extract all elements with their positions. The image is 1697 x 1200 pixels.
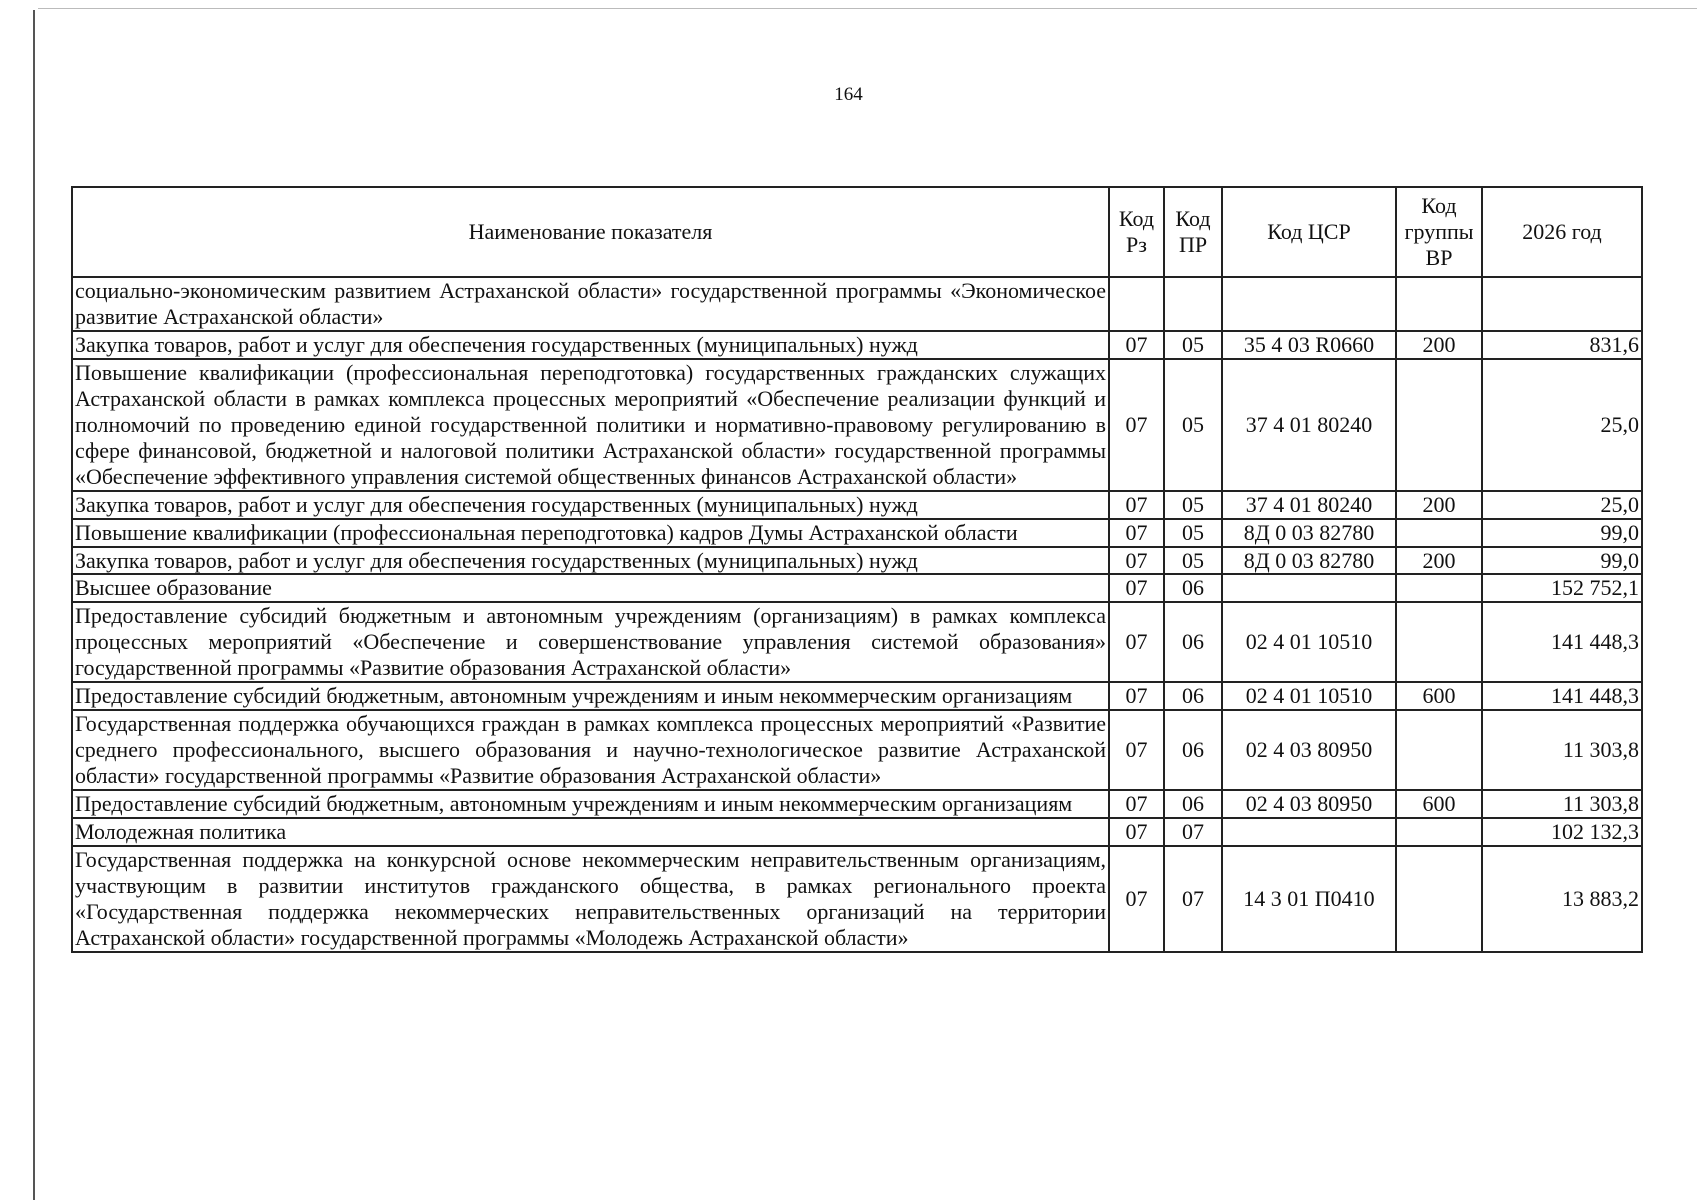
- cell-pr: 06: [1164, 710, 1222, 790]
- cell-amount: 152 752,1: [1482, 574, 1642, 602]
- cell-vr: [1396, 602, 1482, 682]
- cell-amount: [1482, 277, 1642, 331]
- cell-vr: 200: [1396, 547, 1482, 575]
- header-vr: Код группы ВР: [1396, 187, 1482, 277]
- cell-amount: 99,0: [1482, 547, 1642, 575]
- cell-csr: [1222, 574, 1396, 602]
- table-row: [72, 602, 1642, 682]
- cell-pr: 06: [1164, 682, 1222, 710]
- cell-name: Высшее образование: [72, 574, 1109, 602]
- cell-name: Закупка товаров, работ и услуг для обеспечения государственных (муниципальных) нужд: [72, 331, 1109, 359]
- cell-vr: [1396, 818, 1482, 846]
- cell-csr: 35 4 03 R0660: [1222, 331, 1396, 359]
- cell-csr: 02 4 01 10510: [1222, 682, 1396, 710]
- cell-amount: 831,6: [1482, 331, 1642, 359]
- table-row: [72, 790, 1642, 818]
- cell-name: Государственная поддержка на конкурсной основе некоммерческим неправительственным организациям, участвующим в развитии институтов гражданского общества, в рамках регионального проекта «Государственная поддержка некоммерческих неправительственных организаций на территории Астраханской области» государственной программы «Молодежь Астраханской области»: [72, 846, 1109, 952]
- cell-csr: 37 4 01 80240: [1222, 491, 1396, 519]
- cell-rz: [1109, 277, 1164, 331]
- cell-amount: 141 448,3: [1482, 602, 1642, 682]
- page-number: 164: [834, 84, 863, 105]
- cell-amount: 102 132,3: [1482, 818, 1642, 846]
- cell-csr: [1222, 818, 1396, 846]
- table-row: [72, 710, 1642, 790]
- cell-pr: 06: [1164, 574, 1222, 602]
- cell-name: Предоставление субсидий бюджетным и автономным учреждениям (организациям) в рамках комплекса процессных мероприятий «Обеспечение и совершенствование управления системой образования» государственной программы «Развитие образования Астраханской области»: [72, 602, 1109, 682]
- cell-name: Государственная поддержка обучающихся граждан в рамках комплекса процессных мероприятий «Развитие среднего профессионального, высшего образования и научно-технологическое развитие Астраханской области» государственной программы «Развитие образования Астраханской области»: [72, 710, 1109, 790]
- cell-rz: 07: [1109, 818, 1164, 846]
- table-row: [72, 682, 1642, 710]
- cell-name: Повышение квалификации (профессиональная переподготовка) государственных гражданских служащих Астраханской области в рамках комплекса процессных мероприятий «Обеспечение реализации функций и полномочий по проведению единой государственной политики и нормативно-правовому регулированию в сфере финансовой, бюджетной и налоговой политики Астраханской области» государственной программы «Обеспечение эффективного управления системой общественных финансов Астраханской области»: [72, 359, 1109, 491]
- page-left-edge: [33, 10, 35, 1200]
- header-rz: Код Рз: [1109, 187, 1164, 277]
- cell-name: Предоставление субсидий бюджетным, автономным учреждениям и иным некоммерческим организациям: [72, 682, 1109, 710]
- cell-csr: 37 4 01 80240: [1222, 359, 1396, 491]
- cell-vr: 600: [1396, 790, 1482, 818]
- table-row: [72, 277, 1642, 331]
- table-row: [72, 491, 1642, 519]
- cell-csr: 8Д 0 03 82780: [1222, 547, 1396, 575]
- table-row: [72, 846, 1642, 952]
- cell-csr: [1222, 277, 1396, 331]
- cell-pr: 07: [1164, 818, 1222, 846]
- header-name: Наименование показателя: [72, 187, 1109, 277]
- cell-vr: 200: [1396, 331, 1482, 359]
- table-row: [72, 359, 1642, 491]
- cell-vr: 200: [1396, 491, 1482, 519]
- cell-name: Закупка товаров, работ и услуг для обеспечения государственных (муниципальных) нужд: [72, 547, 1109, 575]
- cell-csr: 02 4 03 80950: [1222, 710, 1396, 790]
- cell-vr: [1396, 359, 1482, 491]
- cell-amount: 25,0: [1482, 359, 1642, 491]
- table-row: [72, 547, 1642, 575]
- cell-amount: 99,0: [1482, 519, 1642, 547]
- header-pr: Код ПР: [1164, 187, 1222, 277]
- cell-rz: 07: [1109, 846, 1164, 952]
- budget-table: [71, 186, 1643, 953]
- cell-pr: 06: [1164, 602, 1222, 682]
- cell-amount: 141 448,3: [1482, 682, 1642, 710]
- table-row: [72, 818, 1642, 846]
- cell-vr: [1396, 277, 1482, 331]
- cell-amount: 11 303,8: [1482, 790, 1642, 818]
- cell-pr: 05: [1164, 359, 1222, 491]
- cell-vr: [1396, 519, 1482, 547]
- cell-amount: 11 303,8: [1482, 710, 1642, 790]
- cell-pr: 07: [1164, 846, 1222, 952]
- header-year: 2026 год: [1482, 187, 1642, 277]
- table-body: [72, 277, 1642, 952]
- cell-rz: 07: [1109, 519, 1164, 547]
- cell-rz: 07: [1109, 710, 1164, 790]
- cell-rz: 07: [1109, 491, 1164, 519]
- cell-rz: 07: [1109, 574, 1164, 602]
- cell-pr: 06: [1164, 790, 1222, 818]
- table-row: [72, 574, 1642, 602]
- cell-amount: 13 883,2: [1482, 846, 1642, 952]
- cell-rz: 07: [1109, 682, 1164, 710]
- page-top-edge: [38, 8, 1697, 9]
- cell-pr: 05: [1164, 547, 1222, 575]
- cell-vr: [1396, 710, 1482, 790]
- cell-csr: 02 4 01 10510: [1222, 602, 1396, 682]
- cell-name: Молодежная политика: [72, 818, 1109, 846]
- cell-amount: 25,0: [1482, 491, 1642, 519]
- cell-vr: [1396, 846, 1482, 952]
- cell-pr: 05: [1164, 331, 1222, 359]
- cell-vr: [1396, 574, 1482, 602]
- table-row: [72, 331, 1642, 359]
- header-row: [72, 187, 1642, 277]
- cell-csr: 02 4 03 80950: [1222, 790, 1396, 818]
- cell-name: социально-экономическим развитием Астраханской области» государственной программы «Экономическое развитие Астраханской области»: [72, 277, 1109, 331]
- cell-rz: 07: [1109, 359, 1164, 491]
- cell-pr: [1164, 277, 1222, 331]
- cell-name: Предоставление субсидий бюджетным, автономным учреждениям и иным некоммерческим организациям: [72, 790, 1109, 818]
- cell-csr: 14 3 01 П0410: [1222, 846, 1396, 952]
- cell-pr: 05: [1164, 519, 1222, 547]
- cell-name: Закупка товаров, работ и услуг для обеспечения государственных (муниципальных) нужд: [72, 491, 1109, 519]
- cell-rz: 07: [1109, 547, 1164, 575]
- cell-pr: 05: [1164, 491, 1222, 519]
- cell-csr: 8Д 0 03 82780: [1222, 519, 1396, 547]
- cell-rz: 07: [1109, 602, 1164, 682]
- cell-rz: 07: [1109, 331, 1164, 359]
- cell-rz: 07: [1109, 790, 1164, 818]
- header-csr: Код ЦСР: [1222, 187, 1396, 277]
- cell-vr: 600: [1396, 682, 1482, 710]
- cell-name: Повышение квалификации (профессиональная переподготовка) кадров Думы Астраханской области: [72, 519, 1109, 547]
- table-row: [72, 519, 1642, 547]
